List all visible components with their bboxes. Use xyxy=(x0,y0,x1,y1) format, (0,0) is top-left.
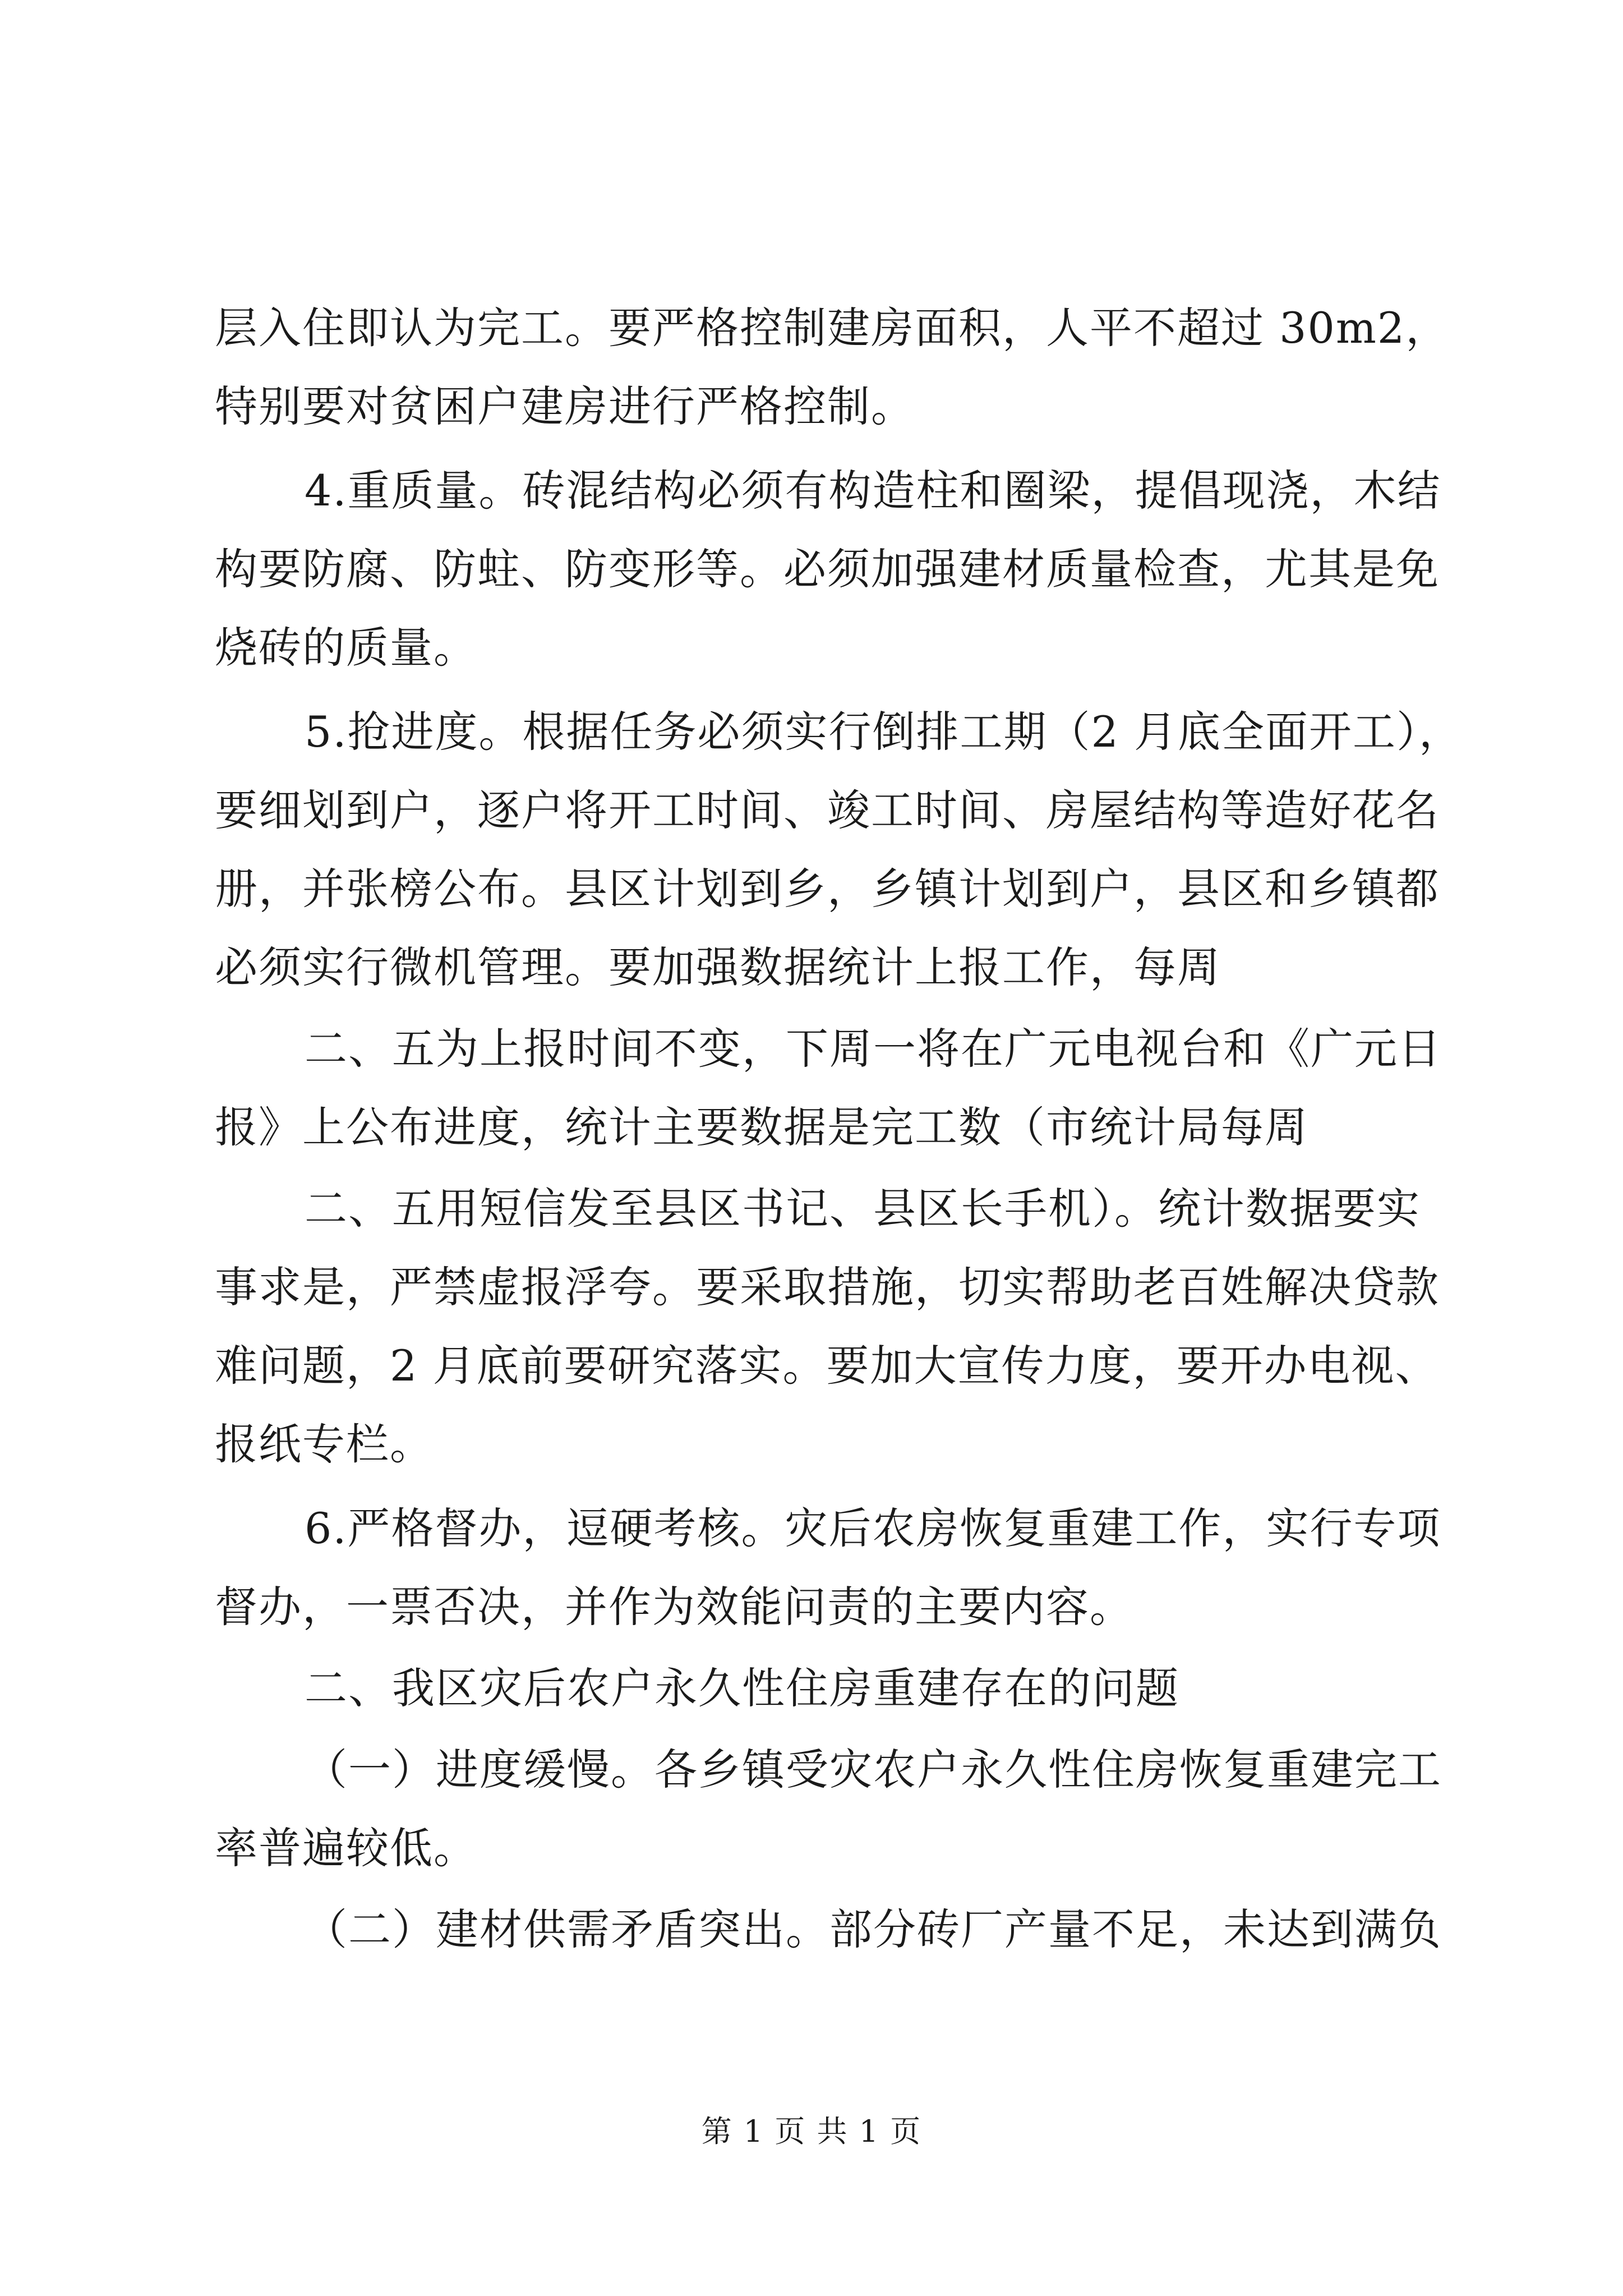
text-line: 二、五为上报时间不变，下周一将在广元电视台和《广元日 xyxy=(305,1024,1442,1074)
text-line: 事求是，严禁虚报浮夸。要采取措施，切实帮助老百姓解决贷款 xyxy=(215,1262,1440,1312)
text-line: 烧砖的质量。 xyxy=(215,623,477,673)
text-line: 构要防腐、防蛀、防变形等。必须加强建材质量检查，尤其是免 xyxy=(215,544,1440,594)
text-line: 率普遍较低。 xyxy=(215,1823,477,1873)
text-line: （一）进度缓慢。各乡镇受灾农户永久性住房恢复重建完工 xyxy=(305,1745,1442,1795)
text-line: 难问题，2 月底前要研究落实。要加大宣传力度，要开办电视、 xyxy=(215,1341,1439,1391)
text-line: 必须实行微机管理。要加强数据统计上报工作，每周 xyxy=(215,942,1221,992)
text-line: 二、五用短信发至县区书记、县区长手机）。统计数据要实 xyxy=(305,1184,1421,1234)
text-line: 层入住即认为完工。要严格控制建房面积，人平不超过 30m2， xyxy=(215,303,1450,353)
text-line: 报》上公布进度，统计主要数据是完工数（市统计局每周 xyxy=(215,1102,1308,1152)
text-line: 5.抢进度。根据任务必须实行倒排工期（2 月底全面开工）， xyxy=(305,707,1463,757)
text-line: 特别要对贫困户建房进行严格控制。 xyxy=(215,381,915,431)
text-line: 督办，一票否决，并作为效能问责的主要内容。 xyxy=(215,1582,1133,1632)
text-line: （二）建材供需矛盾突出。部分砖厂产量不足，未达到满负 xyxy=(305,1904,1442,1954)
text-line: 要细划到户，逐户将开工时间、竣工时间、房屋结构等造好花名 xyxy=(215,785,1440,835)
text-line: 报纸专栏。 xyxy=(215,1419,434,1469)
text-line: 册，并张榜公布。县区计划到乡，乡镇计划到户，县区和乡镇都 xyxy=(215,864,1440,914)
section-heading: 二、我区灾后农户永久性住房重建存在的问题 xyxy=(305,1663,1179,1713)
page-number-footer: 第 1 页 共 1 页 xyxy=(701,2114,922,2149)
text-line: 6.严格督办，逗硬考核。灾后农房恢复重建工作，实行专项 xyxy=(305,1503,1441,1553)
text-line: 4.重质量。砖混结构必须有构造柱和圈梁，提倡现浇，木结 xyxy=(305,466,1441,516)
